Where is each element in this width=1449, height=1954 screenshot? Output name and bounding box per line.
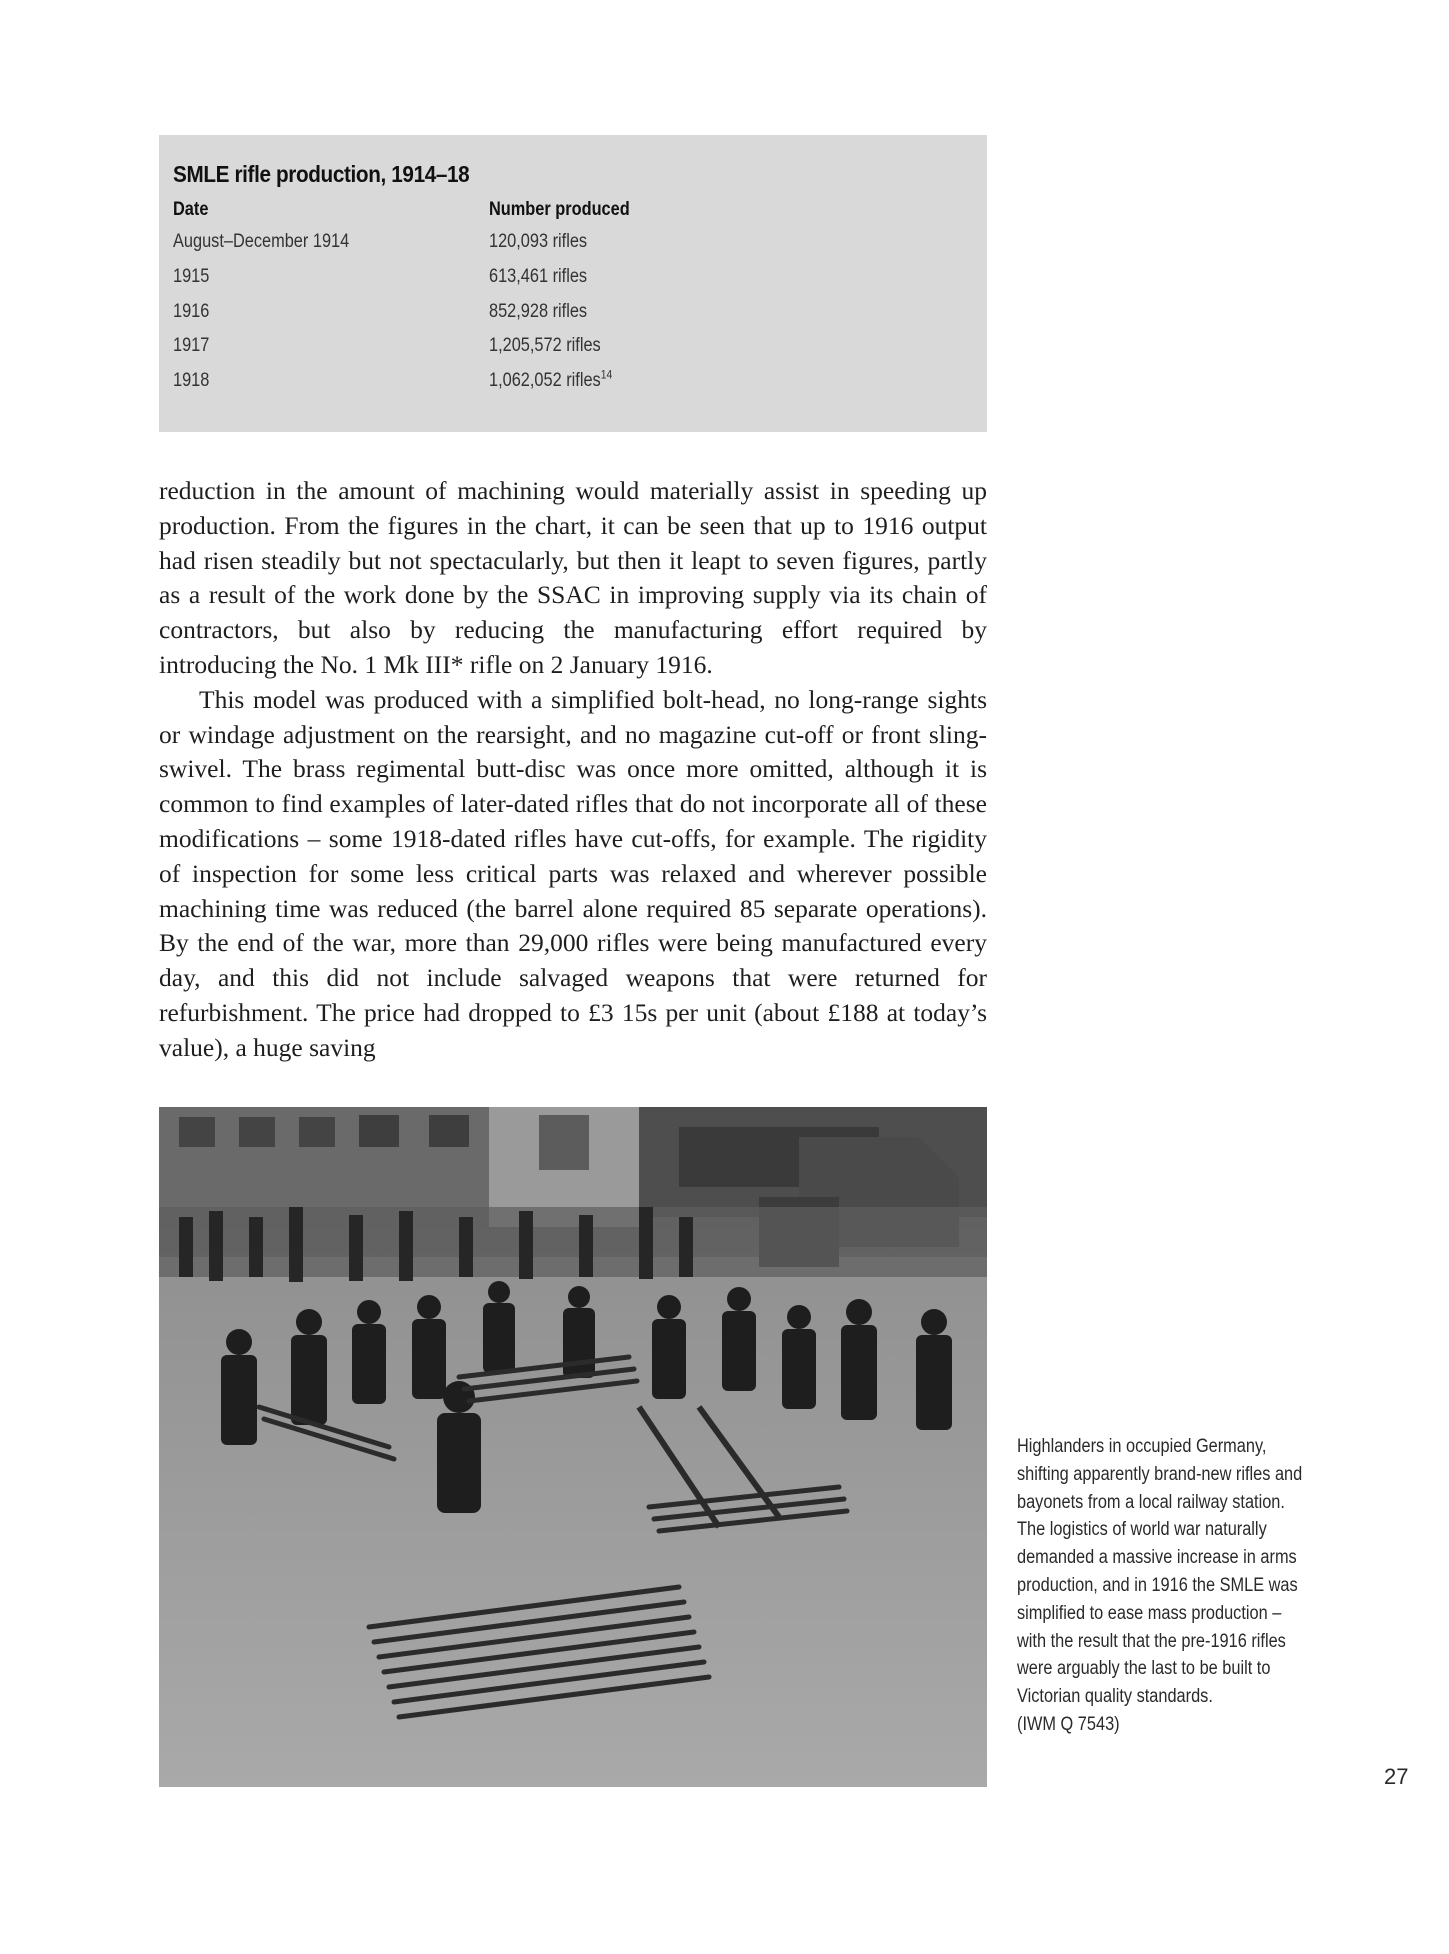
paragraph: reduction in the amount of machining would materially assist in speeding up production. From the figures in the chart, it can be seen that up to 1916 output had risen steadily but not spectacularly, but then it leapt to seven figures, partly as a result of the work done by the SSAC in improving supply via its chain of contractors, but also by reducing the manufacturing effort required by introducing the No. 1 Mk III* rifle on 2 January 1916. <box>159 476 987 679</box>
photo-caption <box>1017 1433 1317 1739</box>
sidebar-title: SMLE rifle production, 1914–18 <box>173 161 470 187</box>
paragraph: This model was produced with a simplified bolt-head, no long-range sights or windage adjustment on the rearsight, and no magazine cut-off or front sling-swivel. The brass regimental butt-disc was once more omitted, although it is common to find examples of later-dated rifles that do not incorporate all of these modifications – some 1918-dated rifles have cut-offs, for example. The rigidity of inspection for some less critical parts was relaxed and wherever possible machining time was reduced (the barrel alone required 85 separate operations). By the end of the war, more than 29,000 rifles were being manufactured every day, and this did not include salvaged weapons that were returned for refurbishment. The price had dropped to £3 15s per unit (about £188 at today’s value), a huge saving <box>159 684 987 1062</box>
row-date: August–December 1914 <box>173 231 350 253</box>
table-row <box>173 294 653 329</box>
caption-text: Highlanders in occupied Germany, shifting apparently brand-new rifles and bayonets from a local railway station. The logistics of world war naturally demanded a massive increase in arms production, and in 1916 the SMLE was simplified to ease mass production – with the result that the pre-1916 rifles were arguably the last to be built to Victorian quality standards. <box>1017 1436 1303 1708</box>
table-row <box>173 260 653 295</box>
table-row <box>173 329 653 364</box>
row-number: 613,461 rifles <box>489 266 588 288</box>
table-row <box>173 225 653 260</box>
row-number: 120,093 rifles <box>489 231 588 253</box>
row-date: 1916 <box>173 300 210 322</box>
header-date: Date <box>173 199 209 220</box>
table-header-row <box>173 195 653 225</box>
row-date: 1918 <box>173 370 210 392</box>
row-date: 1917 <box>173 335 210 357</box>
row-number: 1,062,052 rifles$^{14}$ <box>489 367 613 392</box>
row-number: 852,928 rifles <box>489 300 588 322</box>
production-table <box>173 195 653 398</box>
table-row <box>173 364 653 399</box>
row-number: 1,205,572 rifles <box>489 335 601 357</box>
historical-photograph <box>159 1107 987 1787</box>
row-date: 1915 <box>173 266 210 288</box>
footnote-ref: 14 <box>600 367 613 382</box>
production-sidebar <box>159 135 987 432</box>
header-number-produced: Number produced <box>489 199 630 220</box>
caption-credit: (IWM Q 7543) <box>1017 1713 1120 1735</box>
body-text <box>159 474 987 1066</box>
page-number: 27 <box>1384 1764 1409 1789</box>
